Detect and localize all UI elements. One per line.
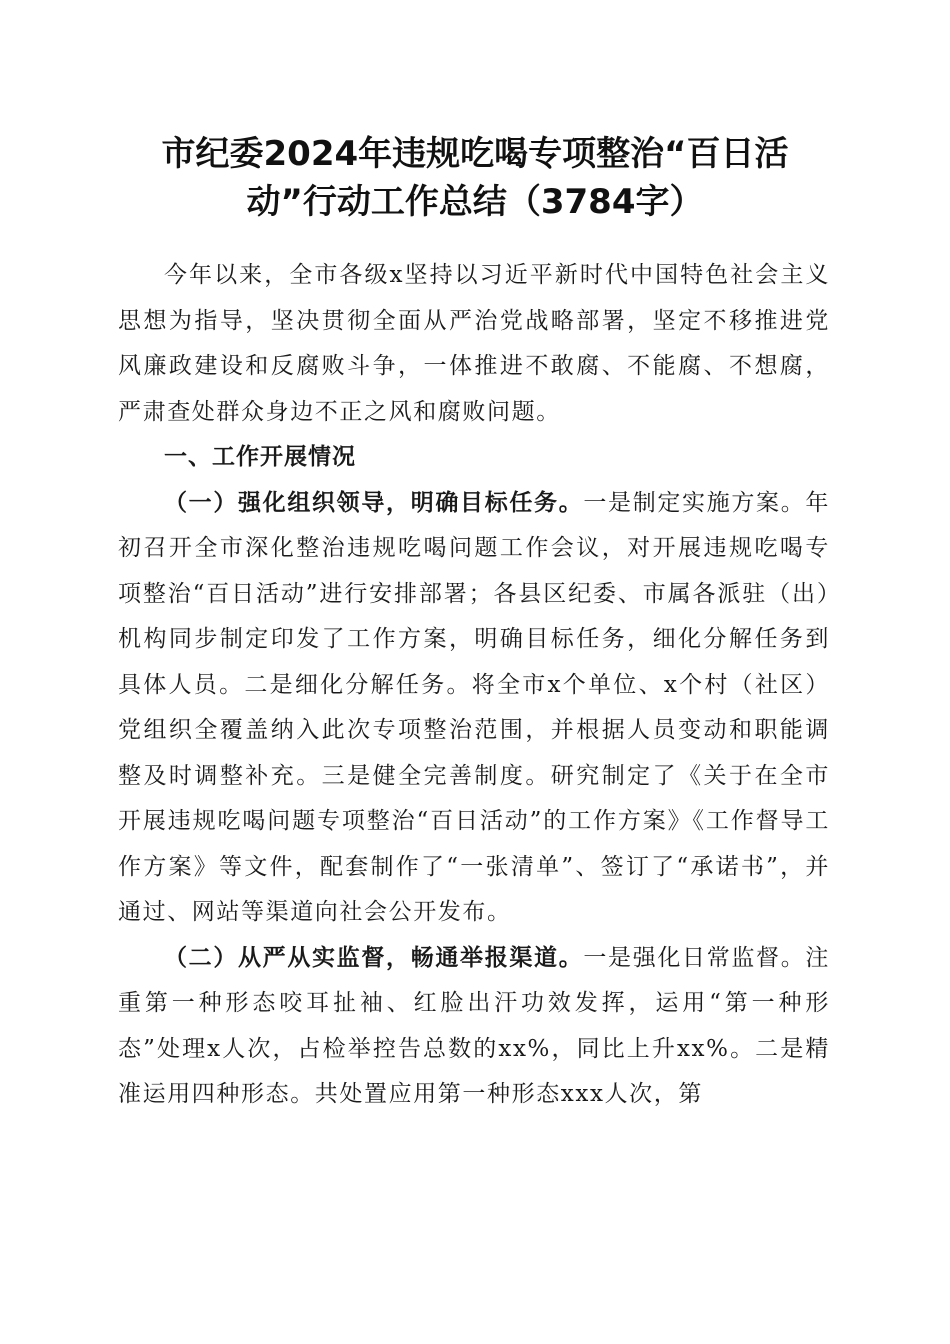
subsection-1-lead: （一）强化组织领导，明确目标任务。 [164,489,584,516]
intro-paragraph: 今年以来，全市各级x坚持以习近平新时代中国特色社会主义思想为指导，坚决贯彻全面从严治党战略部署，坚定不移推进党风廉政建设和反腐败斗争，一体推进不敢腐、不能腐、不想腐，严肃查处群众身边不正之风和腐败问题。 [118,262,830,425]
subsection-1-text: 一是制定实施方案。年初召开全市深化整治违规吃喝问题工作会议，对开展违规吃喝专项整治“百日活动”进行安排部署；各县区纪委、市属各派驻（出）机构同步制定印发了工作方案，明确目标任务，细化分解任务到具体人员。二是细化分解任务。将全市x个单位、x个村（社区）党组织全覆盖纳入此次专项整治范围，并根据人员变动和职能调整及时调整补充。三是健全完善制度。研究制定了《关于在全市开展违规吃喝问题专项整治“百日活动”的工作方案》《工作督导工作方案》等文件，配套制作了“一张清单”、签订了“承诺书”，并通过、网站等渠道向社会公开发布。 [118,489,830,925]
title-line-2: 动”行动工作总结（3784字） [246,182,704,222]
subsection-2-paragraph [118,936,830,1118]
title-line-1: 市纪委2024年违规吃喝专项整治“百日活 [161,134,789,174]
document-title [120,130,830,226]
document-body [118,253,830,1118]
section-heading: 一、工作开展情况 [164,444,356,470]
subsection-2-text: 一是强化日常监督。注重第一种形态咬耳扯袖、红脸出汗功效发挥，运用“第一种形态”处理x人次，占检举控告总数的xx%，同比上升xx%。二是精准运用四种形态。共处置应用第一种形态xxx人次，第 [118,944,830,1107]
subsection-1-paragraph [118,481,830,936]
subsection-2-lead: （二）从严从实监督，畅通举报渠道。 [164,944,584,971]
